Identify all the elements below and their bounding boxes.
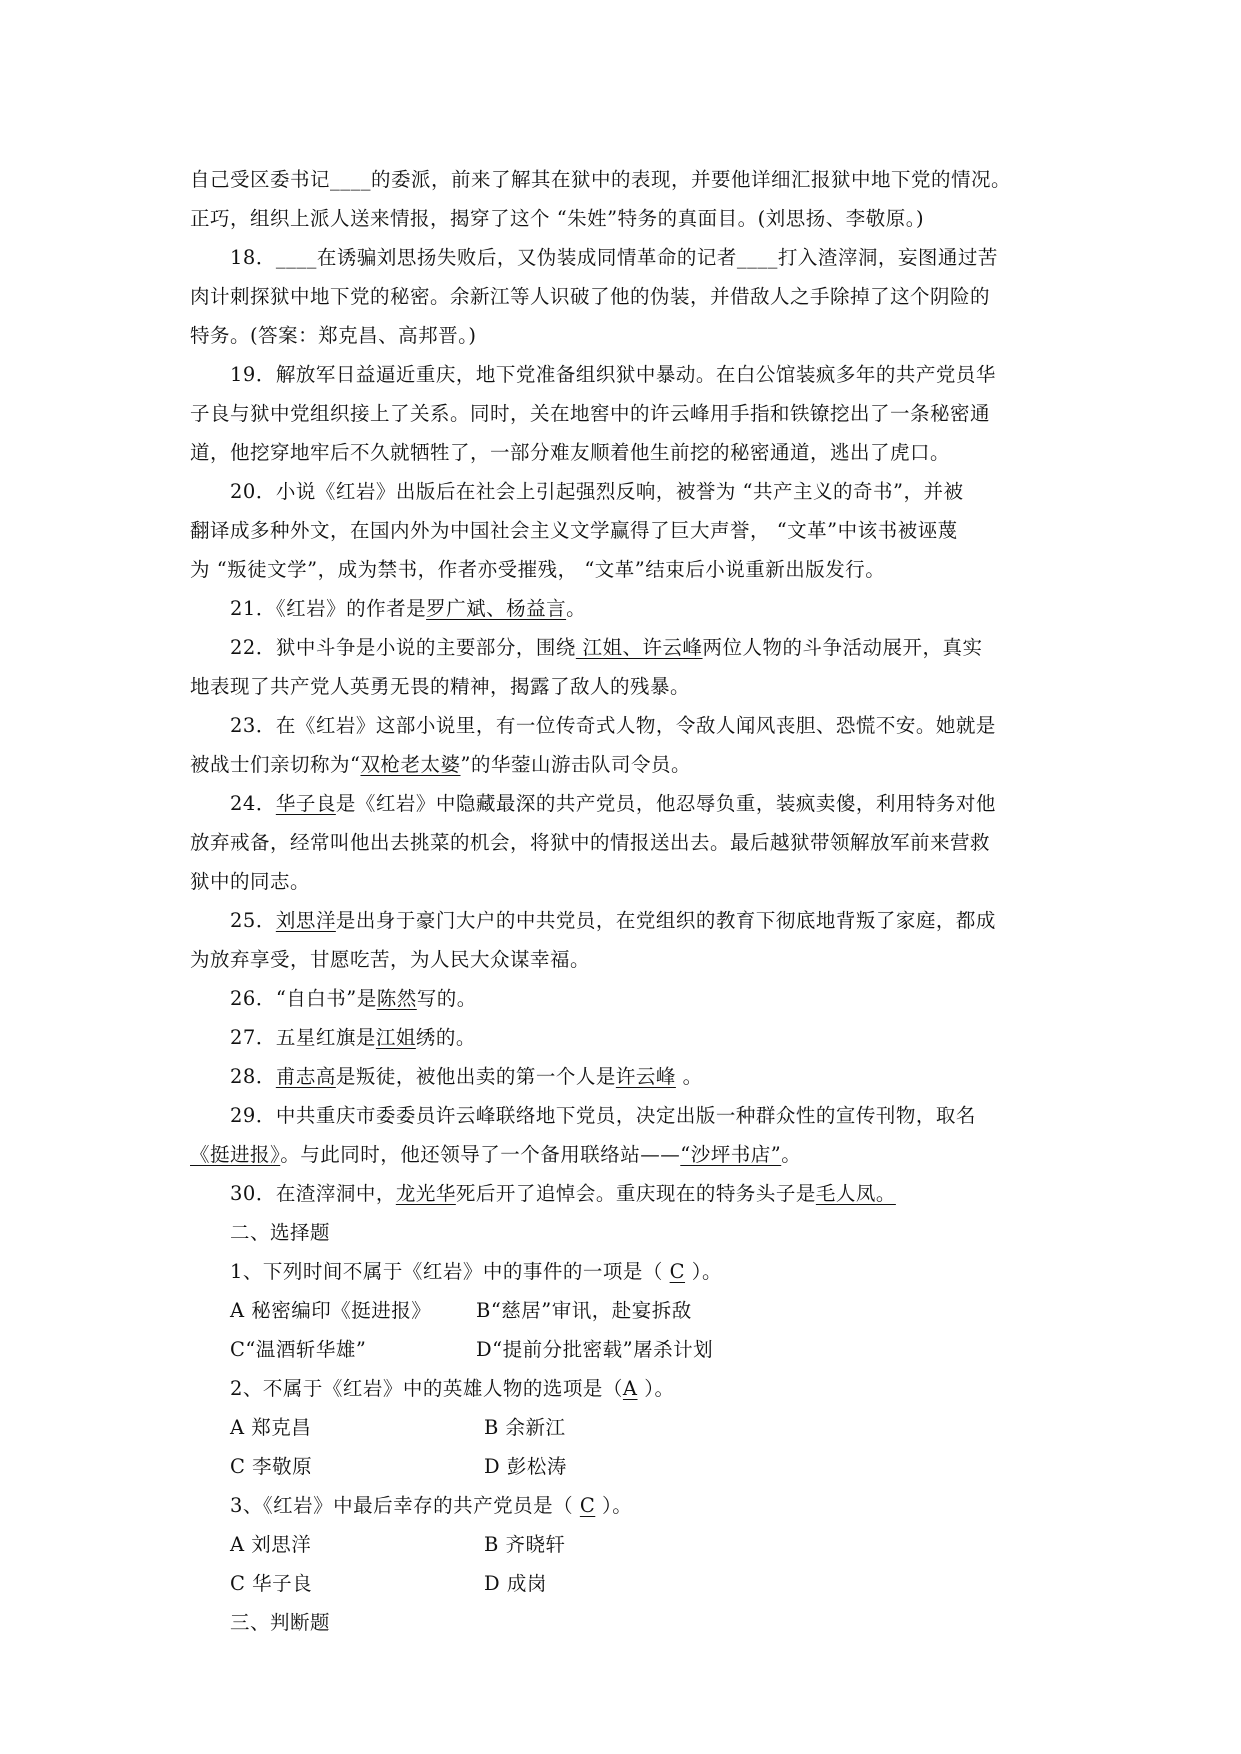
answer: 华子良	[275, 792, 336, 815]
text: 30．在渣滓洞中，	[230, 1182, 396, 1205]
blank: ____	[736, 246, 778, 269]
item23-line1: 23．在《红岩》这部小说里，有一位传奇式人物，令敌人闻风丧胆、恐慌不安。她就是	[230, 714, 996, 737]
option-c: C 李敬原	[230, 1455, 313, 1478]
q1-options-row1	[190, 1291, 1066, 1330]
text: 写的。	[416, 987, 477, 1010]
text: 的委派，前来了解其在狱中的表现，并要他详细汇报狱中地下党的情况。	[371, 168, 1012, 191]
text: 在诱骗刘思扬失败后，又伪装成同情革命的记者	[316, 246, 737, 269]
item30	[190, 1174, 1066, 1213]
option-a: A 刘思洋	[230, 1533, 312, 1556]
text: 2、不属于《红岩》中的英雄人物的选项是（	[230, 1377, 623, 1400]
item29-line1: 29．中共重庆市委委员许云峰联络地下党员，决定出版一种群众性的宣传刊物，取名	[230, 1104, 976, 1127]
item25-line1	[190, 901, 1066, 940]
item23-line2	[190, 745, 1066, 784]
text: 死后开了追悼会。重庆现在的特务头子是	[455, 1182, 816, 1205]
text: 。	[566, 597, 587, 620]
q3-options-row1	[190, 1525, 1066, 1564]
answer: 甫志高	[275, 1065, 336, 1088]
text: ）。	[595, 1494, 633, 1517]
question-number: 18．	[230, 246, 276, 269]
item18-line2: 肉计刺探狱中地下党的秘密。余新江等人识破了他的伪装，并借敌人之手除掉了这个阴险的	[190, 285, 991, 308]
option-a: A 郑克昌	[230, 1416, 312, 1439]
item17-line1	[190, 160, 1066, 199]
item21	[190, 589, 1066, 628]
text: ）。	[637, 1377, 675, 1400]
question-number: 24．	[230, 792, 276, 815]
answer: 刘思洋	[275, 909, 336, 932]
item28	[190, 1057, 1066, 1096]
blank: ____	[330, 168, 372, 191]
item27	[190, 1018, 1066, 1057]
document-body	[190, 160, 1066, 1642]
item24-line1	[190, 784, 1066, 823]
q2-options-row2	[190, 1447, 1066, 1486]
answer: 龙光华	[395, 1182, 456, 1205]
text: 3、《红岩》中最后幸存的共产党员是（	[230, 1494, 580, 1517]
answer: 许云峰	[615, 1065, 676, 1088]
text: 两位人物的斗争活动展开，真实	[702, 636, 983, 659]
text: ”的华蓥山游击队司令员。	[460, 753, 691, 776]
item18-line3: 特务。(答案：郑克昌、高邦晋。)	[190, 324, 477, 347]
item18-line1	[190, 238, 1066, 277]
option-b: B“慈居”审讯，赴宴拆敌	[476, 1299, 692, 1322]
answer: 江姐、许云峰	[575, 636, 703, 659]
q3-options-row2	[190, 1564, 1066, 1603]
text: 27．五星红旗是	[230, 1026, 376, 1049]
answer: A	[622, 1377, 638, 1400]
text: 打入渣滓洞，妄图通过苦	[777, 246, 998, 269]
answer: 《挺进报》	[190, 1143, 281, 1166]
text: 21．《红岩》的作者是	[230, 597, 427, 620]
text: 1、下列时间不属于《红岩》中的事件的一项是（	[230, 1260, 670, 1283]
q2-options-row1	[190, 1408, 1066, 1447]
option-d: D“提前分批密载”屠杀计划	[476, 1338, 714, 1361]
answer: 陈然	[376, 987, 417, 1010]
answer: 双枪老太婆	[360, 753, 461, 776]
item25-line2: 为放弃享受，甘愿吃苦，为人民大众谋幸福。	[190, 948, 591, 971]
text: 22．狱中斗争是小说的主要部分，围绕	[230, 636, 576, 659]
text: 自己受区委书记	[190, 168, 331, 191]
answer: C	[669, 1260, 686, 1283]
answer: 罗广斌、杨益言	[426, 597, 567, 620]
item17-line2: 正巧，组织上派人送来情报，揭穿了这个 “朱姓”特务的真面目。(刘思扬、李敬原。)	[190, 207, 925, 230]
item24-line3: 狱中的同志。	[190, 870, 311, 893]
blank: ____	[275, 246, 317, 269]
option-b: B 齐晓轩	[484, 1533, 566, 1556]
section-heading-judgment: 三、判断题	[230, 1611, 331, 1634]
answer: C	[579, 1494, 596, 1517]
text: 26．“自白书”是	[230, 987, 377, 1010]
option-c: C 华子良	[230, 1572, 313, 1595]
text: 是《红岩》中隐藏最深的共产党员，他忍辱负重，装疯卖傻，利用特务对他	[335, 792, 996, 815]
option-d: D 彭松涛	[484, 1455, 567, 1478]
text: ）。	[685, 1260, 722, 1283]
item20-line1: 20．小说《红岩》出版后在社会上引起强烈反响，被誉为 “共产主义的奇书”，并被	[230, 480, 964, 503]
text: 是叛徒，被他出卖的第一个人是	[335, 1065, 616, 1088]
q2-stem	[190, 1369, 1066, 1408]
item19-line1: 19．解放军日益逼近重庆，地下党准备组织狱中暴动。在白公馆装疯多年的共产党员华	[230, 363, 996, 386]
section-heading-choice: 二、选择题	[230, 1221, 331, 1244]
item22-line1	[190, 628, 1066, 667]
item19-line2: 子良与狱中党组织接上了关系。同时，关在地窖中的许云峰用手指和铁镣挖出了一条秘密通	[190, 402, 991, 425]
item22-line2: 地表现了共产党人英勇无畏的精神，揭露了敌人的残暴。	[190, 675, 691, 698]
text: 。与此同时，他还领导了一个备用联络站——	[280, 1143, 681, 1166]
q1-options-row2	[190, 1330, 1066, 1369]
question-number: 25．	[230, 909, 276, 932]
item29-line2	[190, 1135, 1066, 1174]
text: 绣的。	[415, 1026, 476, 1049]
item26	[190, 979, 1066, 1018]
item20-line2: 翻译成多种外文，在国内外为中国社会主义文学赢得了巨大声誉， “文革”中该书被诬蔑	[190, 519, 958, 542]
question-number: 28．	[230, 1065, 276, 1088]
text: 。	[675, 1065, 703, 1088]
item24-line2: 放弃戒备，经常叫他出去挑菜的机会，将狱中的情报送出去。最后越狱带领解放军前来营救	[190, 831, 991, 854]
item19-line3: 道，他挖穿地牢后不久就牺牲了，一部分难友顺着他生前挖的秘密通道，逃出了虎口。	[190, 441, 951, 464]
option-d: D 成岗	[484, 1572, 547, 1595]
option-a: A 秘密编印《挺进报》	[230, 1299, 432, 1322]
text: 被战士们亲切称为“	[190, 753, 361, 776]
answer: 江姐	[375, 1026, 416, 1049]
q1-stem	[190, 1252, 1066, 1291]
text: 是出身于豪门大户的中共党员，在党组织的教育下彻底地背叛了家庭，都成	[335, 909, 996, 932]
option-c: C“温酒斩华雄”	[230, 1338, 367, 1361]
answer: 毛人凤。	[815, 1182, 896, 1205]
item20-line3: 为 “叛徒文学”，成为禁书，作者亦受摧残， “文革”结束后小说重新出版发行。	[190, 558, 886, 581]
q3-stem	[190, 1486, 1066, 1525]
text: 。	[781, 1143, 802, 1166]
option-b: B 余新江	[484, 1416, 566, 1439]
answer: “沙坪书店”	[680, 1143, 782, 1166]
